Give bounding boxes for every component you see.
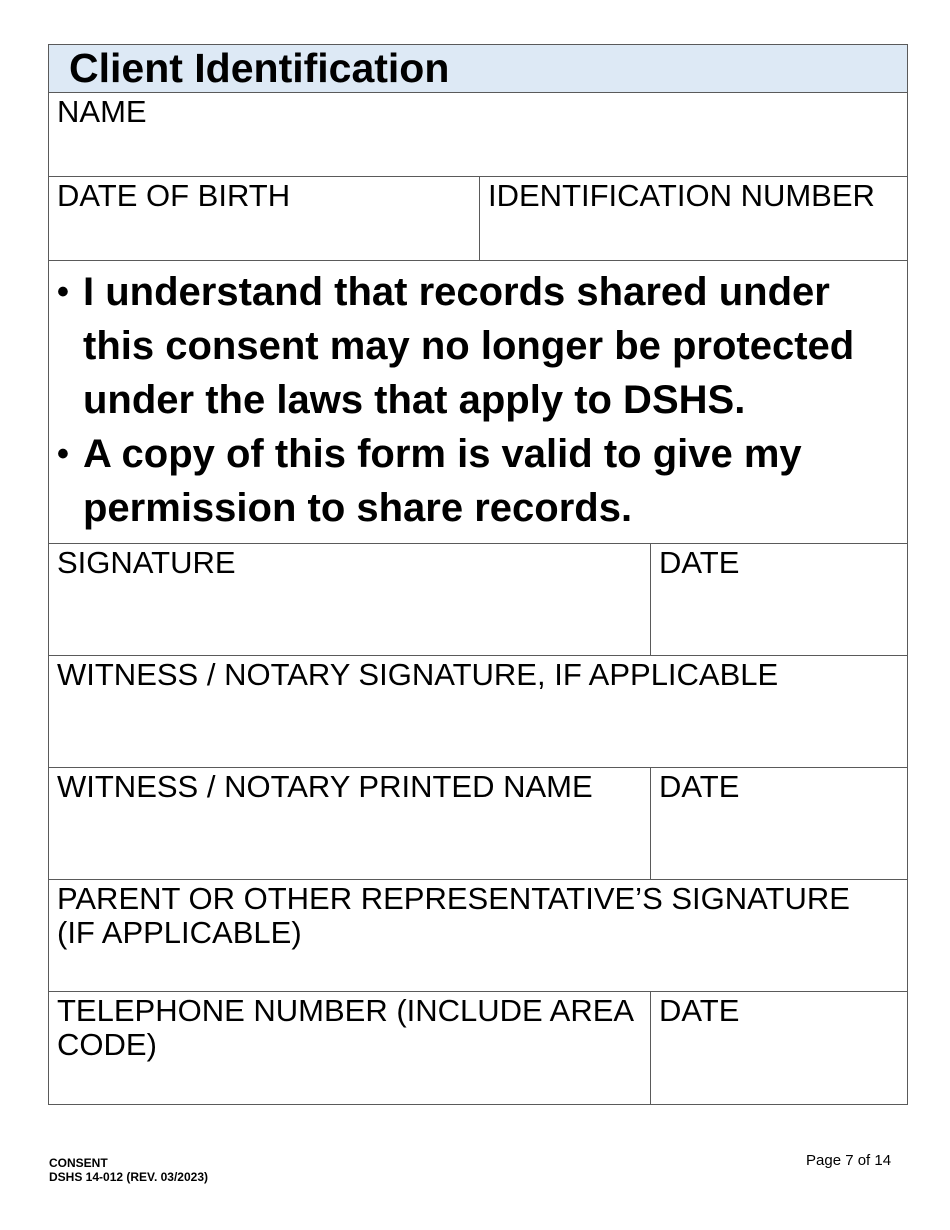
telephone-field[interactable] — [49, 992, 650, 1104]
signature-field[interactable] — [49, 544, 650, 655]
name-label: NAME — [57, 94, 147, 129]
parent-signature-field[interactable] — [49, 880, 907, 991]
identification-number-field[interactable] — [479, 177, 907, 260]
section-title: Client Identification — [69, 45, 450, 91]
form-section-header — [49, 45, 907, 93]
telephone-date-label: DATE — [659, 993, 740, 1028]
parent-signature-row — [49, 880, 907, 992]
signature-date-field[interactable] — [650, 544, 907, 655]
date-of-birth-field[interactable] — [49, 177, 479, 260]
date-of-birth-label: DATE OF BIRTH — [57, 178, 291, 213]
witness-printed-name-field[interactable] — [49, 768, 650, 879]
witness-printed-name-label: WITNESS / NOTARY PRINTED NAME — [57, 769, 593, 804]
statement-text: I understand that records shared under this consent may no longer be protected under the laws that apply to DSHS. — [83, 270, 855, 422]
statement-item — [57, 427, 907, 535]
name-field[interactable] — [49, 93, 907, 176]
consent-statements — [49, 261, 907, 544]
form-number: DSHS 14-012 (REV. 03/2023) — [49, 1170, 208, 1184]
bullet-icon: • — [57, 273, 69, 311]
parent-signature-label: PARENT OR OTHER REPRESENTATIVE’S SIGNATURE (IF APPLICABLE) — [57, 881, 850, 950]
bullet-icon: • — [57, 435, 69, 473]
statement-item — [57, 265, 907, 427]
client-identification-form — [48, 44, 908, 1105]
witness-signature-row — [49, 656, 907, 768]
witness-signature-field[interactable] — [49, 656, 907, 767]
form-name: CONSENT — [49, 1156, 108, 1170]
signature-date-label: DATE — [659, 545, 740, 580]
statement-text: A copy of this form is valid to give my permission to share records. — [83, 432, 802, 530]
telephone-date-field[interactable] — [650, 992, 907, 1104]
signature-row — [49, 544, 907, 656]
signature-label: SIGNATURE — [57, 545, 236, 580]
witness-date-label: DATE — [659, 769, 740, 804]
page-number: Page 7 of 14 — [806, 1152, 892, 1169]
name-row — [49, 93, 907, 177]
form-footer — [49, 1156, 208, 1184]
dob-id-row — [49, 177, 907, 261]
witness-name-row — [49, 768, 907, 880]
telephone-row — [49, 992, 907, 1104]
identification-number-label: IDENTIFICATION NUMBER — [488, 178, 875, 213]
witness-date-field[interactable] — [650, 768, 907, 879]
witness-signature-label: WITNESS / NOTARY SIGNATURE, IF APPLICABLE — [57, 657, 779, 692]
telephone-label: TELEPHONE NUMBER (INCLUDE AREA CODE) — [57, 993, 633, 1062]
